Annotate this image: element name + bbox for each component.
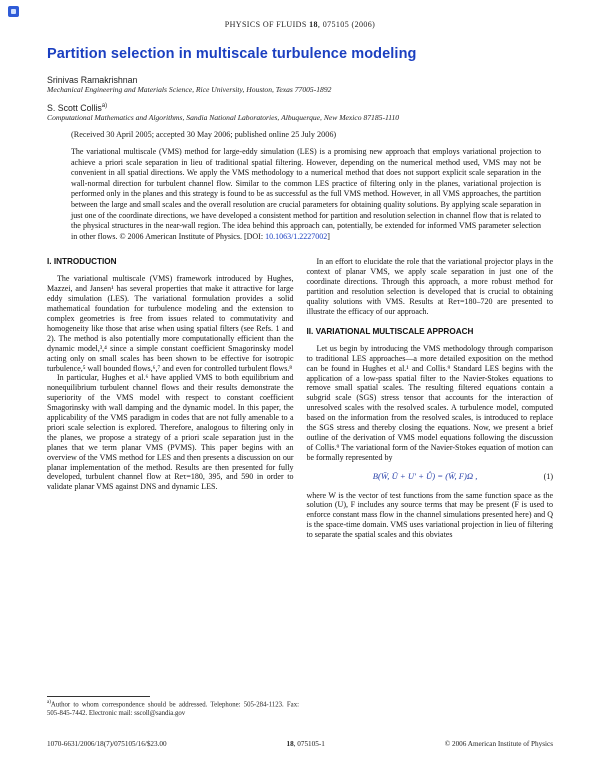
author-name-text: Srinivas Ramakrishnan <box>47 75 138 85</box>
author-block <box>47 75 553 95</box>
footer-issn-price: 1070-6631/2006/18(7)/075105/16/$23.00 <box>47 740 167 748</box>
author-block <box>47 103 553 123</box>
page-footer <box>47 737 553 748</box>
equation-number: (1) <box>543 471 553 481</box>
equation-body: B(W̄, Ū + U′ + Û) = (W̄, F)Ω , <box>372 470 478 481</box>
footer-volume: 18 <box>286 740 294 748</box>
left-column <box>47 257 294 540</box>
section-heading-introduction: I. INTRODUCTION <box>47 257 117 267</box>
abstract-text: The variational multiscale (VMS) method for large-eddy simulation (LES) is a promising new approach that employs variational projection to achieve a priori scale separation in lieu of traditional spatial filtering. However, depending on the numerical method used, VMS may not be convenient in all spatial directions. We apply the VMS methodology to a numerical method that does not support explicit scale separation in the wall-normal direction for turbulent channel flow. Similar to the common LES practice of filtering only in the planes, variational projection is performed only in the planes and this strategy is found to be as successful as the full VMS method. However, in all VMS approaches, the partition between the large and small scales and the overall resolution are crucial parameters for obtaining quality solutions. By applying scale separation in just one of the coordinate directions, we have developed a consistent method for partition and resolution selection in channel flow that is related to the physical structures in the near-wall region. The idea behind this approach can, potentially, be extended for informed VMS parameter selection in other flows. © 2006 American Institute of Physics. <box>71 147 541 241</box>
author-name <box>47 103 553 113</box>
footnote-text: Author to whom correspondence should be addressed. Telephone: 505-284-1123. Fax: 505-845-7442. Electronic mail: sscoll@sandia.gov <box>47 701 299 717</box>
corresponding-author-footnote <box>47 693 299 718</box>
author-note-superscript: a) <box>101 102 108 109</box>
body-columns <box>47 257 553 540</box>
author-affiliation: Computational Mathematics and Algorithms, Sandia National Laboratories, Albuquerque, New Mexico 87185-1110 <box>47 112 400 122</box>
footnote-marker: a) <box>47 700 51 705</box>
article-title: Partition selection in multiscale turbulence modeling <box>47 46 417 62</box>
journal-volume: 18 <box>309 20 318 29</box>
author-name-text: S. Scott Collis <box>47 102 102 113</box>
doi-link[interactable]: 10.1063/1.2227002 <box>265 231 328 241</box>
journal-name: PHYSICS OF FLUIDS <box>224 20 310 29</box>
footer-copyright: © 2006 American Institute of Physics <box>444 740 553 748</box>
author-name <box>47 75 553 85</box>
vms-paragraph-2: where W is the vector of test functions from the same function space as the solution (U), F includes any source terms that may be present (F is used to enforce constant mass flow in the channel simulations presented here) and Q is the space-time domain. VMS uses variational projection in lieu of filtering to separate the spatial scales and this obviates <box>306 490 553 540</box>
journal-issue-info: , 075105 (2006) <box>317 20 376 29</box>
journal-header <box>47 20 553 29</box>
footnote-rule <box>47 696 150 697</box>
doi-prefix: [DOI: <box>243 231 266 241</box>
abstract <box>71 147 541 242</box>
received-line: (Received 30 April 2005; accepted 30 May 2006; published online 25 July 2006) <box>71 130 337 139</box>
intro-paragraph-3: In an effort to elucidate the role that the variational projector plays in the context of planar VMS, we apply scale separation in just one of the coordinate directions. Through this approach, a more robust method for partition and resolution selection is developed that is crucial to obtaining quality solutions with VMS. Results at Reτ=180–720 are presented to illustrate the efficacy of our approach. <box>306 257 553 316</box>
vms-paragraph-1: Let us begin by introducing the VMS methodology through comparison to traditional LES approaches—a more detailed exposition on the method can be found in Hughes et al.¹ and Collis.⁹ Standard LES begins with the application of a low-pass spatial filter to the Navier-Stokes equations to remove small spatial scales. The resulting filtered equations contain a subgrid scale (SGS) stress tensor that accounts for the interaction of unresolved scales with the resolved scales. A turbulence model, computed based on the information from the resolved scales, is introduced to replace the SGS stress and thereby closing the equations. Now, we present a brief outline of the derivation of VMS model equations following the discussion of Collis.⁹ The variational form of the Navier-Stokes equation of motion can be formally represented by <box>306 343 553 462</box>
intro-paragraph-1: The variational multiscale (VMS) framework introduced by Hughes, Mazzei, and Jansen¹ has several properties that make it attractive for large eddy simulation (LES). The variational formulation provides a solid mathematical foundation for turbulence modeling and the extension to complex geometries is free from issues related to commutativity and homogeneity like those that arise when using spatial filters (see Refs. 1 and 2). The method is also potentially more computationally efficient than the dynamic model,³,⁴ since a simple constant coefficient Smagorinsky model acting only on small scales has been shown to be effective for isotropic turbulence,⁵ wall bounded flows,⁶,⁷ and even for controlled turbulent flows.⁸ <box>47 274 294 373</box>
equation-1 <box>307 472 554 482</box>
doi-suffix: ] <box>327 231 330 241</box>
footer-page-number: , 075105-1 <box>293 740 325 748</box>
viewer-logo-icon <box>8 6 19 17</box>
author-affiliation: Mechanical Engineering and Materials Science, Rice University, Houston, Texas 77005-1892 <box>47 85 332 94</box>
footer-page-id <box>286 740 324 748</box>
right-column <box>307 257 554 540</box>
section-heading-vms-approach: II. VARIATIONAL MULTISCALE APPROACH <box>306 326 474 336</box>
intro-paragraph-2: In particular, Hughes et al.⁶ have applied VMS to both equilibrium and nonequilibrium turbulent channel flows and their results demonstrate the superiority of the VMS model with respect to constant coefficient Smagorinsky with wall damping and the dynamic model. In this paper, the applicability of the VMS paradigm in codes that are not fully amenable to a priori scale selection is explored. Therefore, analogous to filtering only in the planes, we propose a strategy of a priori scale separation just in the planes that we term planar VMS (PVMS). This paper begins with an overview of the VMS method for LES and then presents a discussion on our planar implementation of the method. Results are then presented for fully developed, turbulent channel flow at Reτ=180, 395, and 590 in order to validate planar VMS against DNS and dynamic LES. <box>47 373 294 492</box>
author-list <box>47 75 553 122</box>
